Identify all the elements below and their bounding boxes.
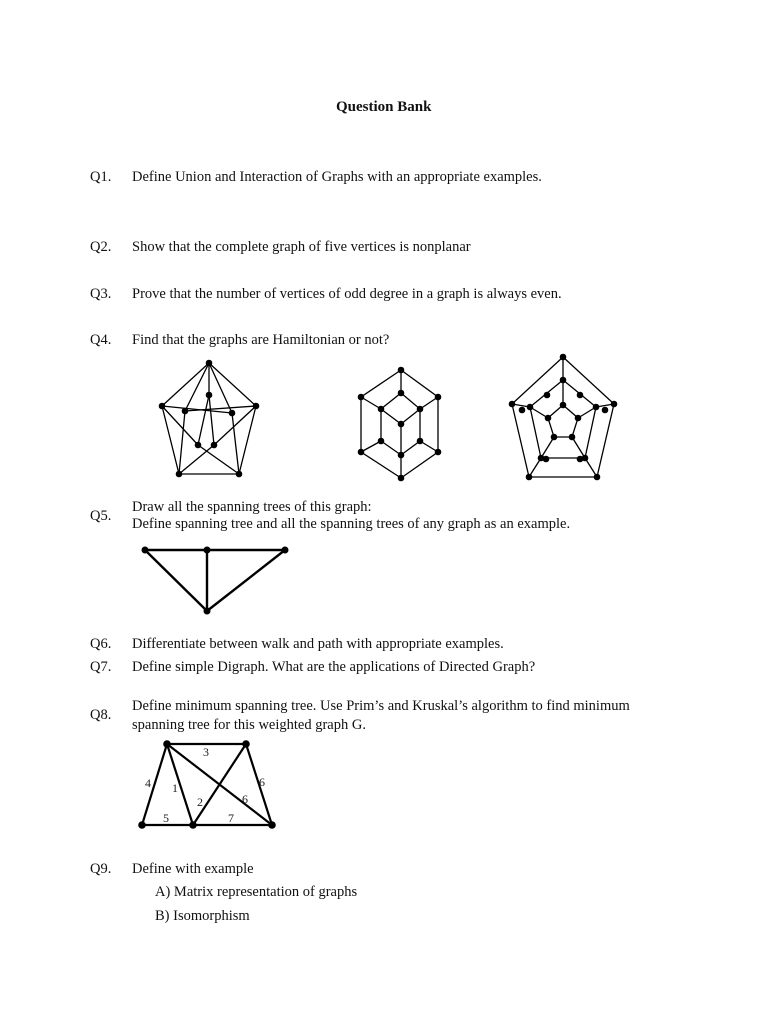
q3-number: Q3.: [90, 286, 112, 302]
q1-number: Q1.: [90, 169, 112, 185]
q6-text: Differentiate between walk and path with appropriate examples.: [132, 636, 504, 652]
q9-option-b: B) Isomorphism: [155, 908, 250, 924]
q9-option-a: A) Matrix representation of graphs: [155, 884, 358, 900]
edge-weight-label: 6: [242, 792, 248, 806]
q6-number: Q6.: [90, 636, 112, 652]
edge-weight-label: 2: [197, 795, 203, 809]
edge-weight-label: 3: [203, 745, 209, 759]
edge-weight-label: 4: [145, 776, 151, 790]
q5-line1: Draw all the spanning trees of this graph:: [132, 499, 372, 515]
page-title: Question Bank: [336, 99, 432, 115]
q8-number: Q8.: [90, 707, 112, 723]
q7-number: Q7.: [90, 659, 112, 675]
edge-weight-label: 6: [259, 775, 265, 789]
q9-number: Q9.: [90, 861, 112, 877]
q7-text: Define simple Digraph. What are the applications of Directed Graph?: [132, 659, 536, 675]
q4-text: Find that the graphs are Hamiltonian or not?: [132, 332, 390, 348]
q8-line2: spanning tree for this weighted graph G.: [132, 717, 366, 733]
q1-text: Define Union and Interaction of Graphs with an appropriate examples.: [132, 169, 542, 185]
q9-text: Define with example: [132, 861, 254, 877]
q8-line1: Define minimum spanning tree. Use Prim’s and Kruskal’s algorithm to find minimum: [132, 698, 630, 714]
edge-weight-label: 5: [163, 811, 169, 825]
q2-text: Show that the complete graph of five vertices is nonplanar: [132, 239, 471, 255]
q3-text: Prove that the number of vertices of odd degree in a graph is always even.: [132, 286, 562, 302]
edge-weight-label: 7: [228, 811, 234, 825]
q4-number: Q4.: [90, 332, 112, 348]
q5-number: Q5.: [90, 508, 112, 524]
q5-line2: Define spanning tree and all the spanning trees of any graph as an example.: [132, 516, 571, 532]
edge-weight-label: 1: [172, 781, 178, 795]
q2-number: Q2.: [90, 239, 112, 255]
